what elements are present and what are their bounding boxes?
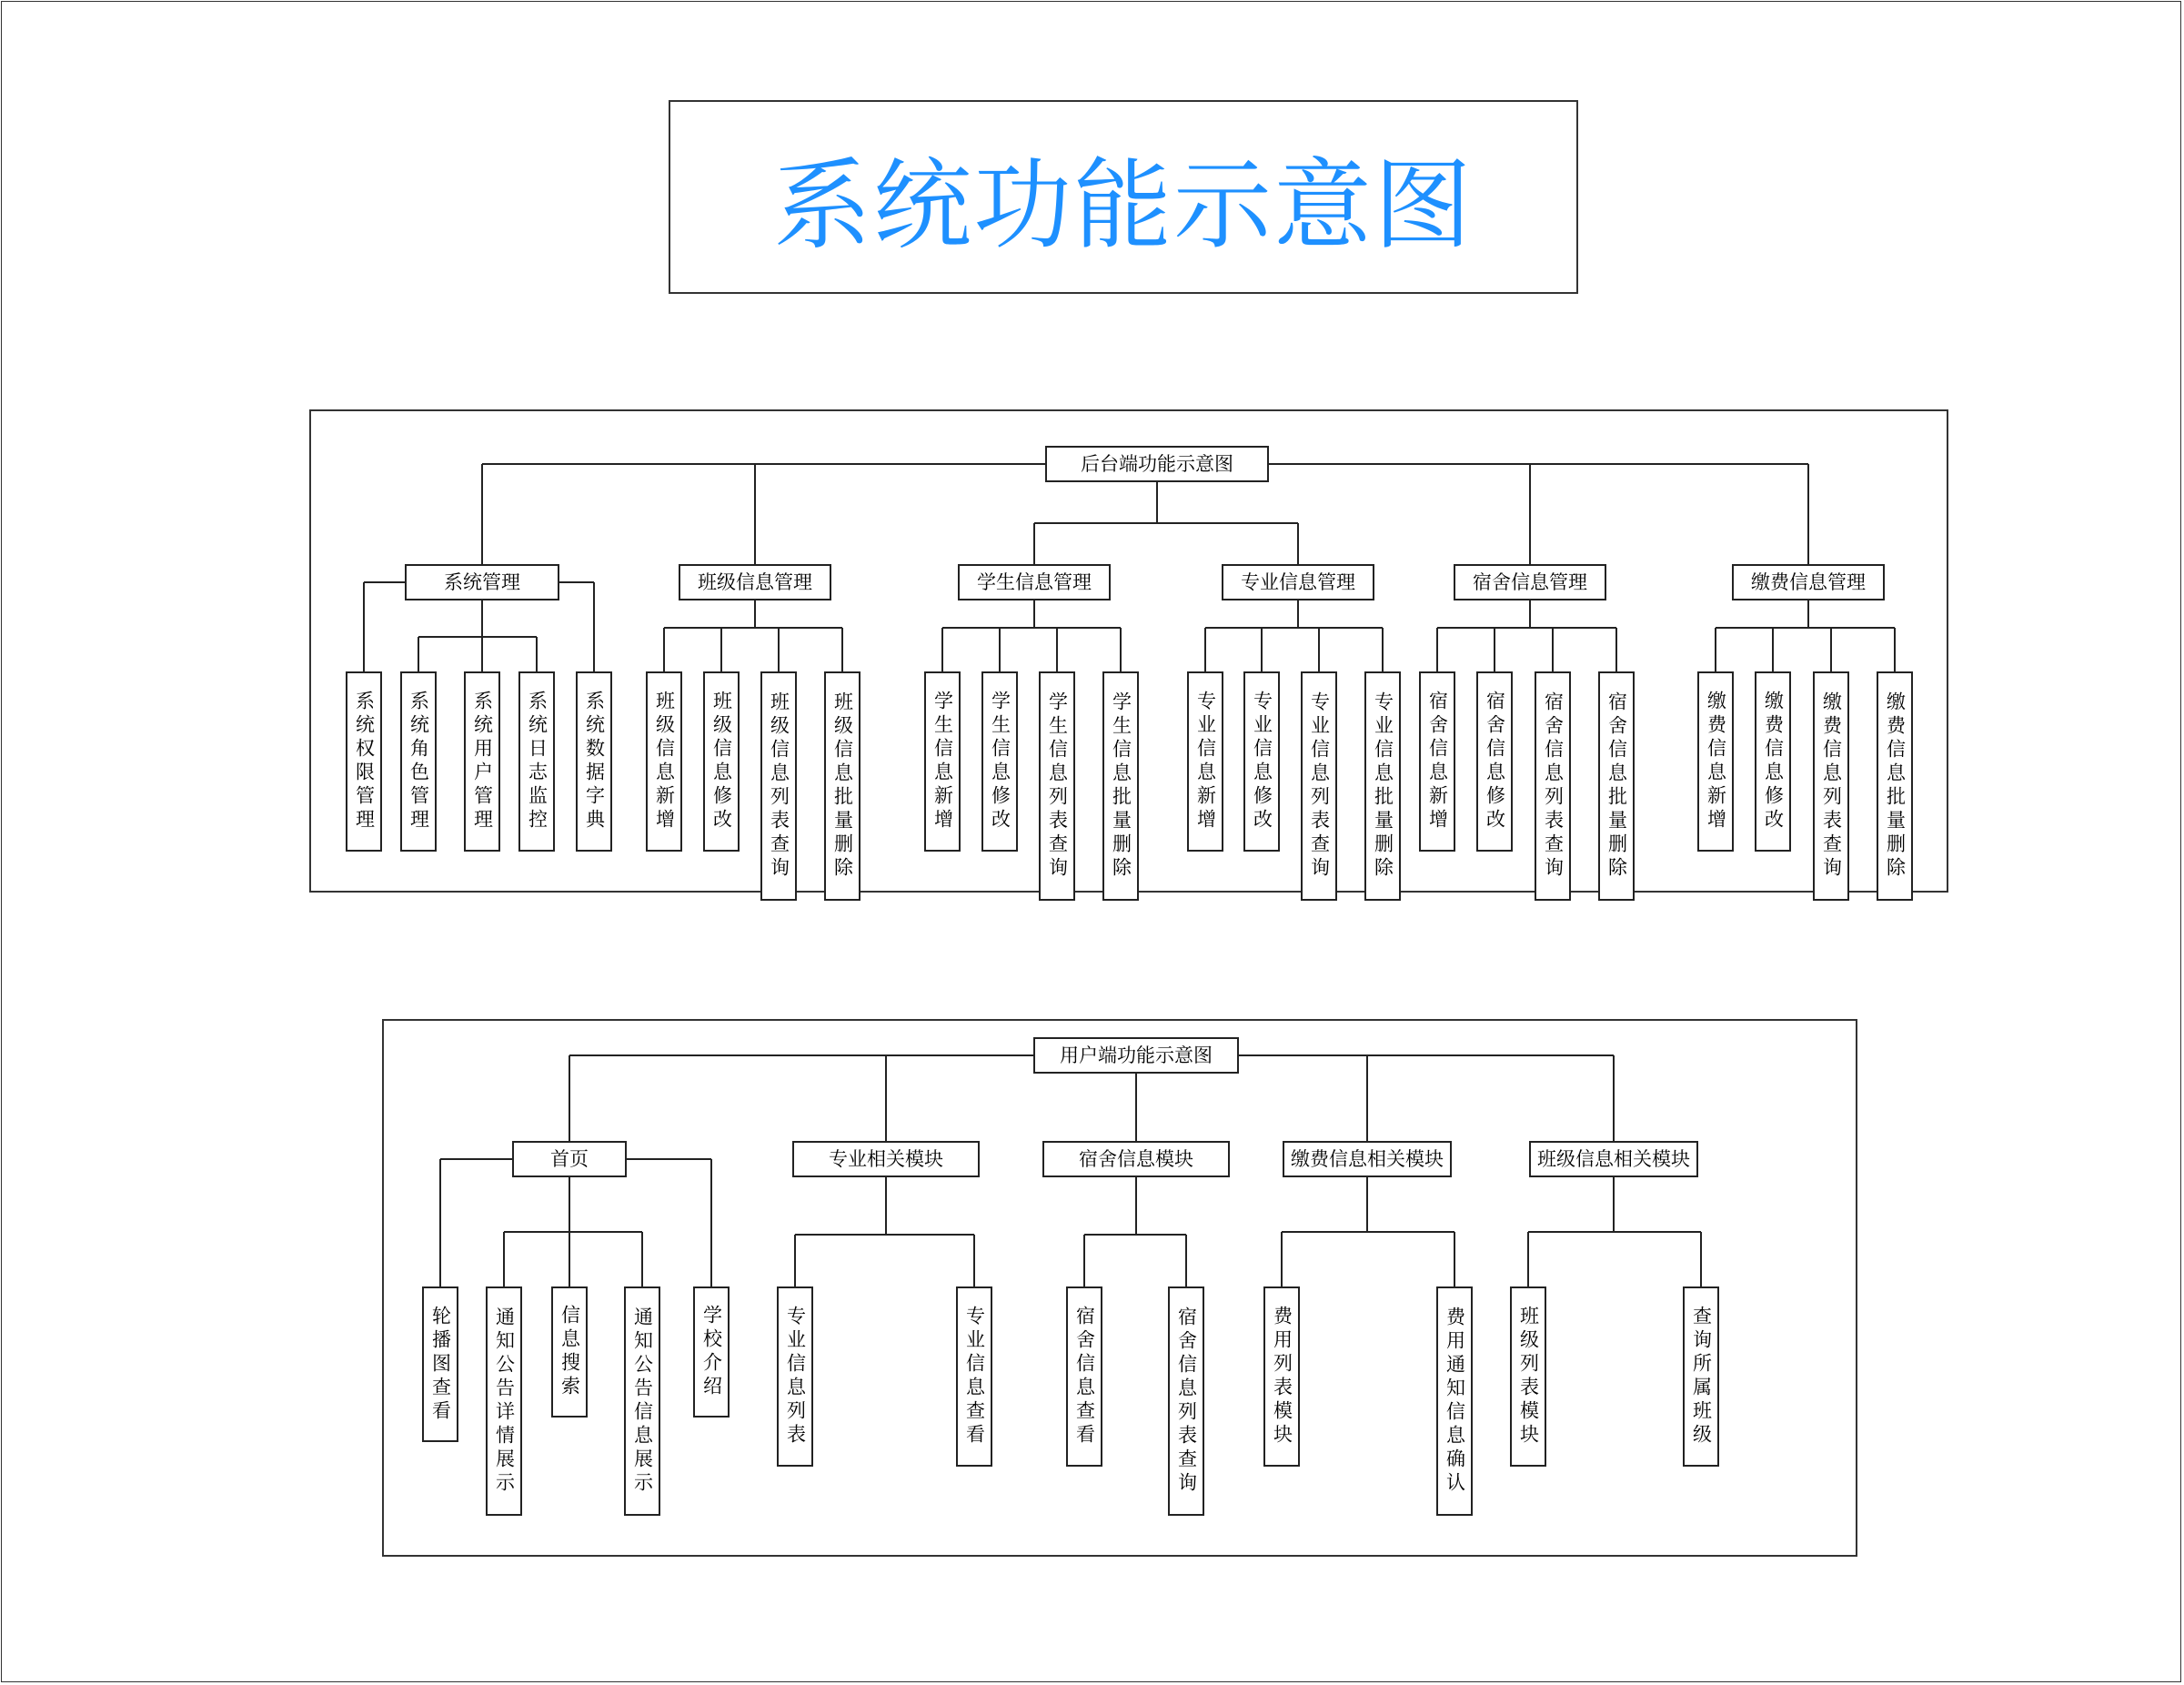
backend-module-5 [1732, 564, 1885, 600]
frontend-module-2-child-0-label: 宿舍信息查看 [1073, 1306, 1096, 1448]
frontend-module-4 [1529, 1141, 1698, 1177]
backend-module-2-label: 学生信息管理 [977, 570, 1092, 593]
backend-root-node-label: 后台端功能示意图 [1081, 452, 1233, 475]
frontend-module-3-label: 缴费信息相关模块 [1291, 1147, 1444, 1170]
backend-module-2 [958, 564, 1111, 600]
backend-module-1-child-3-label: 班级信息批量删除 [831, 691, 854, 881]
backend-module-1-child-1 [703, 671, 740, 852]
diagram-title: 系统功能示意图 [772, 149, 1474, 263]
backend-module-3-child-2 [1301, 671, 1337, 901]
frontend-module-2-child-1 [1168, 1286, 1204, 1516]
backend-module-3-child-2-label: 专业信息列表查询 [1308, 691, 1331, 881]
frontend-module-4-child-0 [1510, 1286, 1546, 1467]
backend-module-4-child-0-label: 宿舍信息新增 [1426, 691, 1449, 832]
frontend-module-1-child-0 [777, 1286, 813, 1467]
frontend-module-0-child-0 [422, 1286, 458, 1442]
frontend-module-0-child-1 [486, 1286, 522, 1516]
backend-module-1-child-1-label: 班级信息修改 [710, 691, 733, 832]
frontend-module-1-label: 专业相关模块 [829, 1147, 943, 1170]
backend-module-0-child-0-label: 系统权限管理 [353, 691, 376, 832]
backend-module-1-child-0 [646, 671, 682, 852]
backend-module-3-label: 专业信息管理 [1241, 570, 1355, 593]
frontend-module-0-child-2-label: 信息搜索 [559, 1305, 581, 1399]
backend-module-0-child-1-label: 系统角色管理 [408, 691, 430, 832]
frontend-root-node [1033, 1037, 1239, 1074]
backend-root-node [1045, 446, 1269, 482]
backend-module-5-child-3 [1877, 671, 1913, 901]
backend-module-5-child-0-label: 缴费信息新增 [1705, 691, 1727, 832]
frontend-module-3-child-1-label: 费用通知信息确认 [1444, 1307, 1466, 1496]
backend-module-2-child-1-label: 学生信息修改 [989, 691, 1011, 832]
backend-module-5-child-0 [1697, 671, 1734, 852]
frontend-module-2-label: 宿舍信息模块 [1079, 1147, 1193, 1170]
frontend-module-0 [512, 1141, 627, 1177]
backend-module-5-child-1-label: 缴费信息修改 [1762, 691, 1785, 832]
backend-module-4-child-1-label: 宿舍信息修改 [1484, 691, 1506, 832]
frontend-module-2-child-1-label: 宿舍信息列表查询 [1175, 1307, 1198, 1496]
backend-module-0-child-3-label: 系统日志监控 [526, 691, 549, 832]
backend-module-2-child-3 [1102, 671, 1139, 901]
backend-module-0-child-4 [576, 671, 612, 852]
backend-module-4-child-1 [1476, 671, 1513, 852]
backend-module-5-child-1 [1755, 671, 1791, 852]
backend-module-0-child-0 [346, 671, 382, 852]
backend-module-0-child-2-label: 系统用户管理 [471, 691, 494, 832]
backend-module-1-label: 班级信息管理 [698, 570, 812, 593]
backend-module-1 [679, 564, 831, 600]
backend-module-1-child-2 [760, 671, 797, 901]
backend-module-2-child-2-label: 学生信息列表查询 [1046, 691, 1069, 881]
backend-module-0-child-1 [400, 671, 437, 852]
backend-module-0-child-3 [518, 671, 555, 852]
frontend-module-0-child-4 [693, 1286, 730, 1418]
frontend-module-4-label: 班级信息相关模块 [1537, 1147, 1690, 1170]
frontend-root-node-label: 用户端功能示意图 [1060, 1044, 1213, 1066]
backend-module-4-child-3-label: 宿舍信息批量删除 [1605, 691, 1628, 881]
frontend-module-0-child-2 [551, 1286, 588, 1418]
backend-module-5-child-3-label: 缴费信息批量删除 [1884, 691, 1907, 881]
backend-module-3-child-3 [1364, 671, 1401, 901]
backend-module-2-child-0-label: 学生信息新增 [931, 691, 954, 832]
frontend-module-2 [1042, 1141, 1230, 1177]
backend-module-4-label: 宿舍信息管理 [1473, 570, 1587, 593]
backend-module-1-child-3 [824, 671, 861, 901]
backend-module-0 [405, 564, 559, 600]
backend-module-4-child-2-label: 宿舍信息列表查询 [1542, 691, 1565, 881]
frontend-module-3-child-0 [1263, 1286, 1300, 1467]
frontend-module-0-child-1-label: 通知公告详情展示 [493, 1307, 516, 1496]
frontend-module-0-child-0-label: 轮播图查看 [429, 1305, 452, 1424]
frontend-module-4-child-0-label: 班级列表模块 [1517, 1306, 1540, 1448]
backend-module-4-child-3 [1598, 671, 1635, 901]
frontend-module-2-child-0 [1066, 1286, 1102, 1467]
backend-module-3-child-3-label: 专业信息批量删除 [1372, 691, 1394, 881]
backend-module-0-child-2 [464, 671, 500, 852]
backend-module-2-child-2 [1039, 671, 1075, 901]
backend-module-2-child-1 [981, 671, 1018, 852]
frontend-module-0-child-4-label: 学校介绍 [700, 1305, 723, 1399]
backend-module-3-child-1-label: 专业信息修改 [1251, 691, 1273, 832]
backend-module-4 [1454, 564, 1606, 600]
frontend-module-0-child-3 [624, 1286, 660, 1516]
backend-module-2-child-3-label: 学生信息批量删除 [1110, 691, 1132, 881]
backend-module-4-child-0 [1419, 671, 1455, 852]
backend-module-5-label: 缴费信息管理 [1751, 570, 1866, 593]
backend-module-2-child-0 [924, 671, 961, 852]
frontend-module-3-child-1 [1436, 1286, 1473, 1516]
frontend-module-1-child-1 [956, 1286, 992, 1467]
backend-module-3-child-0-label: 专业信息新增 [1194, 691, 1217, 832]
backend-module-1-child-2-label: 班级信息列表查询 [768, 691, 790, 881]
backend-module-5-child-2 [1813, 671, 1849, 901]
backend-module-3 [1222, 564, 1374, 600]
backend-module-4-child-2 [1535, 671, 1571, 901]
frontend-module-3-child-0-label: 费用列表模块 [1271, 1306, 1293, 1448]
frontend-module-1-child-0-label: 专业信息列表 [784, 1306, 807, 1448]
frontend-module-3 [1283, 1141, 1452, 1177]
frontend-module-0-label: 首页 [550, 1147, 589, 1170]
frontend-module-1 [792, 1141, 980, 1177]
frontend-module-0-child-3-label: 通知公告信息展示 [631, 1307, 654, 1496]
backend-module-5-child-2-label: 缴费信息列表查询 [1820, 691, 1843, 881]
frontend-module-4-child-1-label: 查询所属班级 [1690, 1306, 1713, 1448]
backend-module-3-child-0 [1187, 671, 1223, 852]
frontend-module-1-child-1-label: 专业信息查看 [963, 1306, 986, 1448]
frontend-module-4-child-1 [1683, 1286, 1719, 1467]
backend-module-0-label: 系统管理 [444, 570, 520, 593]
backend-module-1-child-0-label: 班级信息新增 [653, 691, 676, 832]
backend-module-3-child-1 [1243, 671, 1280, 852]
backend-module-0-child-4-label: 系统数据字典 [583, 691, 606, 832]
